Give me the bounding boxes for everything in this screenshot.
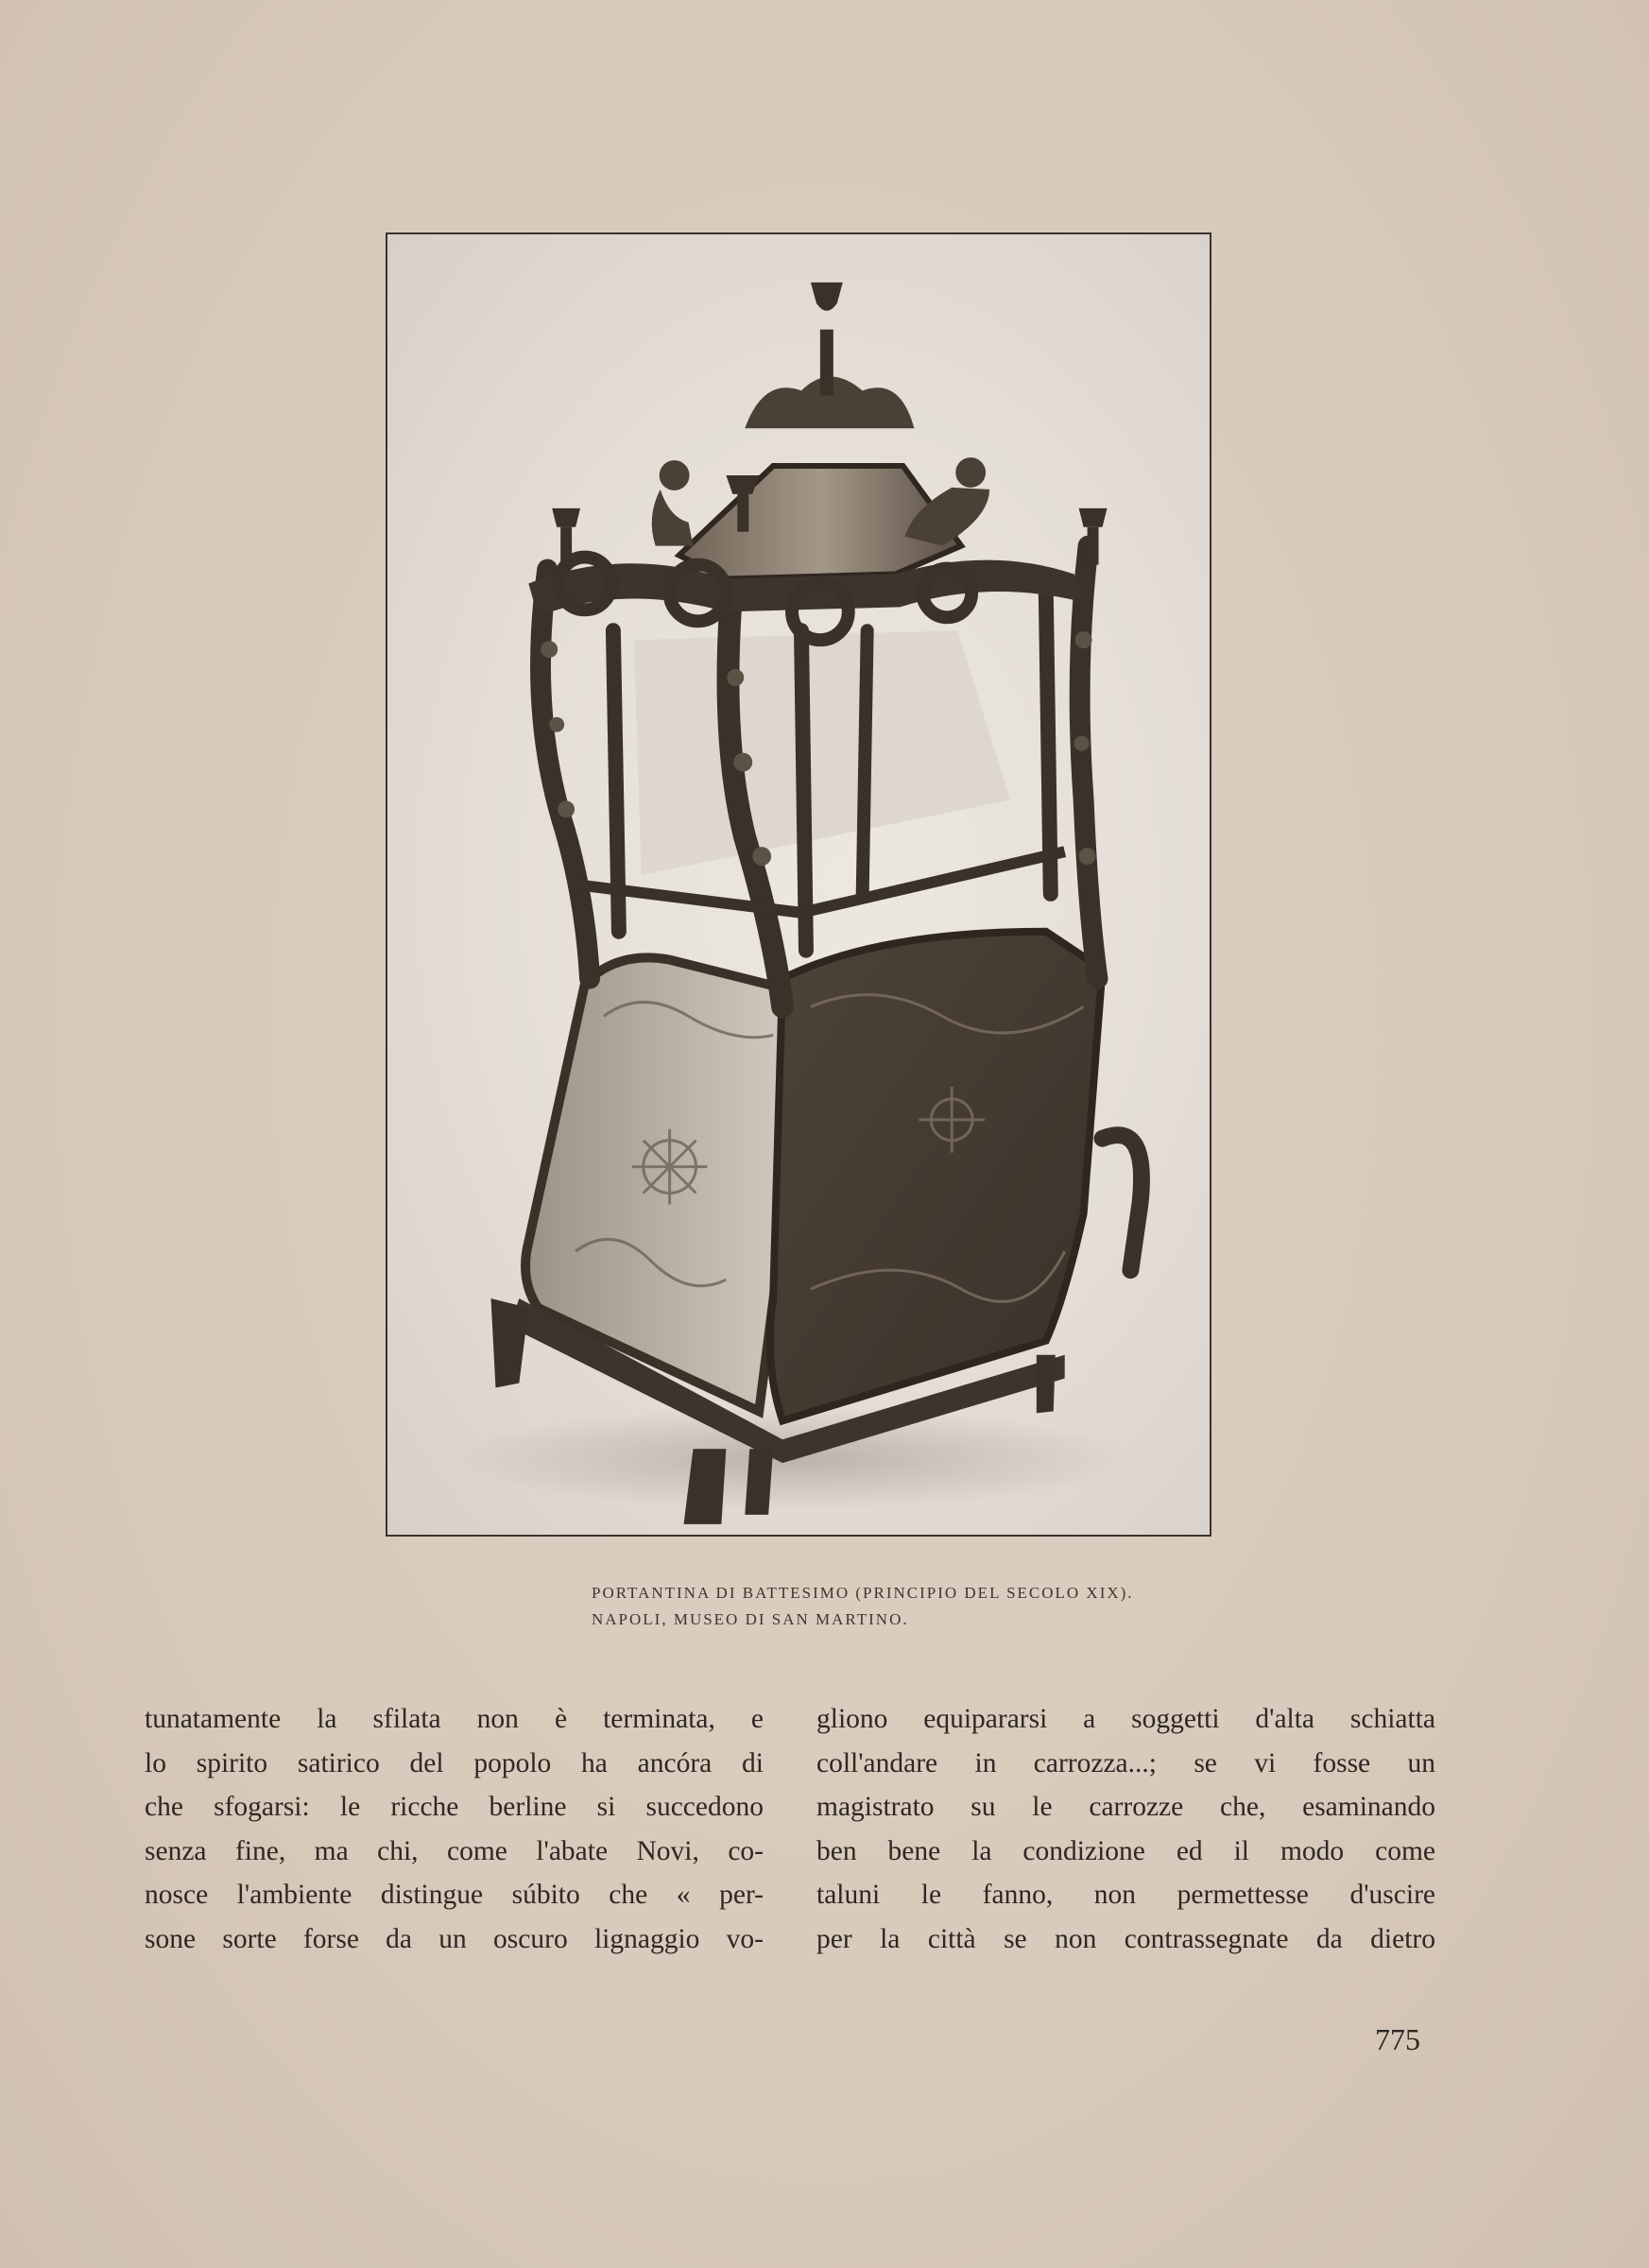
text-line: taluni le fanno, non permettesse d'uscire <box>816 1880 1435 1910</box>
text-column-right <box>816 1697 1435 1961</box>
caption-line: PORTANTINA DI BATTESIMO (PRINCIPIO DEL SECOLO XIX). <box>592 1584 1134 1602</box>
text-line: che sfogarsi: le ricche berline si succedono <box>145 1792 764 1822</box>
text-line: tunatamente la sfilata non è terminata, e <box>145 1704 764 1734</box>
back-window <box>634 630 1010 875</box>
strap <box>1103 1135 1142 1270</box>
sedan-chair-illustration <box>387 234 1210 1535</box>
figure-plate <box>386 232 1211 1537</box>
page-number: 775 <box>1375 2022 1420 2056</box>
figure-caption <box>592 1580 1253 1633</box>
text-line: nosce l'ambiente distingue súbito che « per- <box>145 1880 764 1910</box>
text-column-left <box>145 1697 764 1961</box>
text-line: gliono equipararsi a soggetti d'alta schiatta <box>816 1704 1435 1734</box>
text-line: per la città se non contrassegnate da dietro <box>816 1923 1435 1954</box>
foot-right <box>1037 1355 1056 1414</box>
text-line: magistrato su le carrozze che, esaminando <box>816 1792 1435 1822</box>
text-line: coll'andare in carrozza...; se vi fosse un <box>816 1747 1435 1778</box>
text-line: sone sorte forse da un oscuro lignaggio vo- <box>145 1923 764 1954</box>
caption-line: NAPOLI, MUSEO DI SAN MARTINO. <box>592 1610 909 1628</box>
side-panel <box>770 932 1103 1421</box>
finial-stem <box>820 330 833 396</box>
foot-front-2 <box>745 1449 773 1515</box>
text-line: lo spirito satirico del popolo ha ancóra di <box>145 1747 764 1778</box>
finial-cup <box>811 283 843 311</box>
text-line: senza fine, ma chi, come l'abate Novi, co- <box>145 1835 764 1866</box>
text-line: ben bene la condizione ed il modo come <box>816 1835 1435 1866</box>
foot-left <box>490 1298 528 1388</box>
